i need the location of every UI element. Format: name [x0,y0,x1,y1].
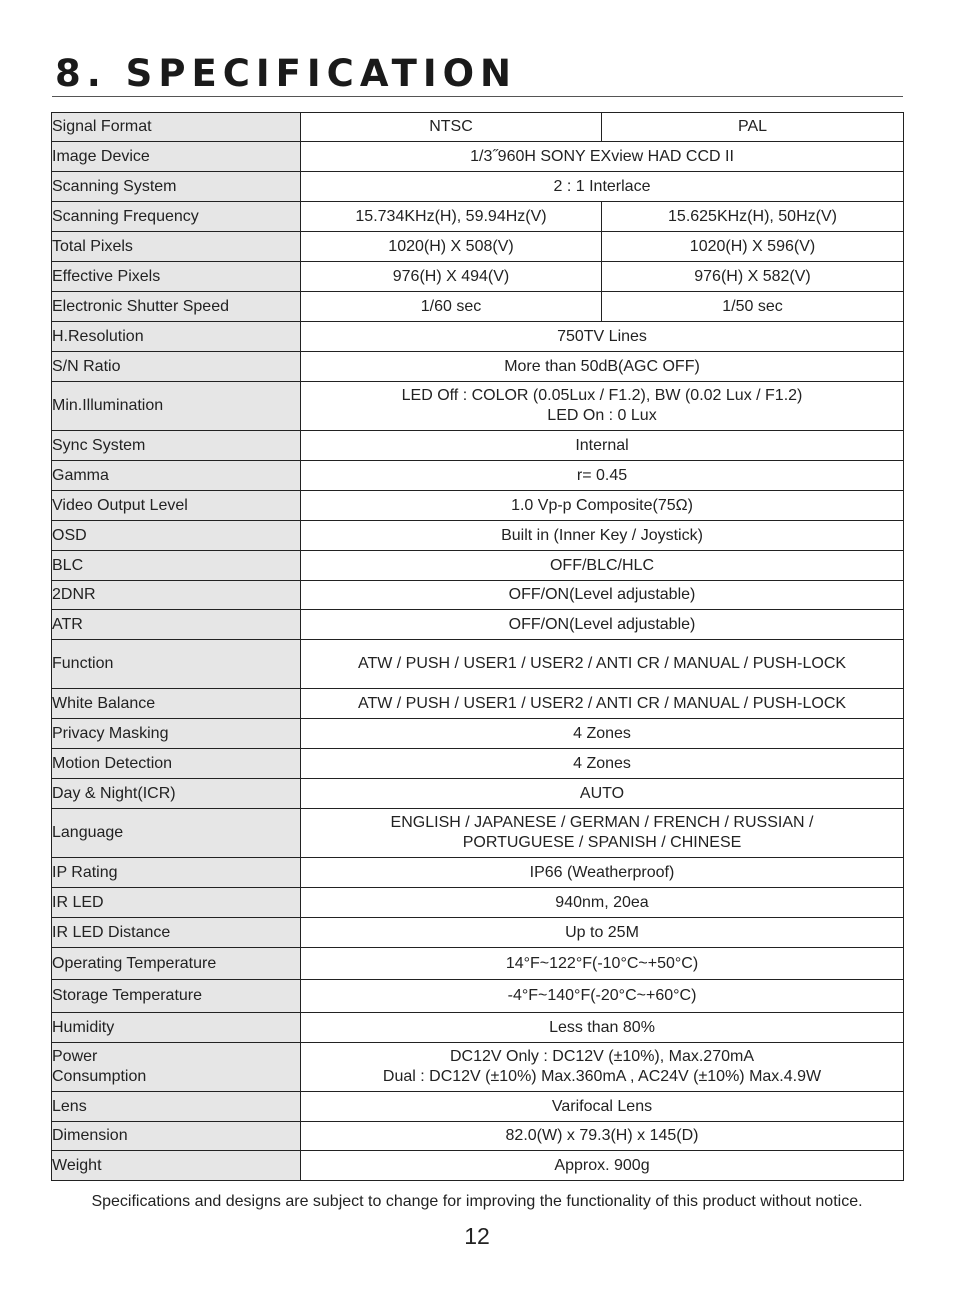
spec-label: Total Pixels [52,232,301,262]
spec-row [52,1013,904,1043]
spec-row [52,980,904,1013]
spec-value: 976(H) X 494(V) [301,262,602,292]
spec-value: 2 : 1 Interlace [301,172,904,202]
spec-label: Lens [52,1092,301,1122]
spec-label: 2DNR [52,581,301,610]
spec-label: Motion Detection [52,749,301,779]
spec-value: 1020(H) X 596(V) [602,232,904,262]
spec-value: 1/60 sec [301,292,602,322]
spec-row [52,1151,904,1181]
spec-row [52,918,904,948]
spec-value: 1020(H) X 508(V) [301,232,602,262]
spec-label: Humidity [52,1013,301,1043]
spec-label: Sync System [52,431,301,461]
spec-row [52,689,904,719]
spec-label: Video Output Level [52,491,301,521]
spec-label: Weight [52,1151,301,1181]
spec-row [52,262,904,292]
spec-label: Effective Pixels [52,262,301,292]
spec-value: AUTO [301,779,904,809]
spec-label: IR LED [52,888,301,918]
spec-value: NTSC [301,113,602,142]
spec-value: Internal [301,431,904,461]
spec-row [52,809,904,858]
spec-row [52,858,904,888]
spec-value: PAL [602,113,904,142]
spec-label: Function [52,640,301,689]
spec-label: Storage Temperature [52,980,301,1013]
spec-row [52,113,904,142]
spec-row [52,142,904,172]
spec-row [52,322,904,352]
spec-row [52,491,904,521]
spec-row [52,610,904,640]
spec-label: Signal Format [52,113,301,142]
spec-value: Approx. 900g [301,1151,904,1181]
spec-value: 4 Zones [301,749,904,779]
spec-row [52,461,904,491]
spec-value: 14°F~122°F(-10°C~+50°C) [301,948,904,980]
page-title: 8. SPECIFICATION [55,52,518,95]
spec-value: 1/3˝960H SONY EXview HAD CCD II [301,142,904,172]
spec-row [52,232,904,262]
spec-row [52,352,904,382]
spec-value: ENGLISH / JAPANESE / GERMAN / FRENCH / RUSSIAN / PORTUGUESE / SPANISH / CHINESE [301,809,904,858]
spec-value: Varifocal Lens [301,1092,904,1122]
spec-label: Image Device [52,142,301,172]
spec-value: 1.0 Vp-p Composite(75Ω) [301,491,904,521]
spec-row [52,749,904,779]
spec-value: r= 0.45 [301,461,904,491]
spec-value: DC12V Only : DC12V (±10%), Max.270mA Dual : DC12V (±10%) Max.360mA , AC24V (±10%) Max.4.9W [301,1043,904,1092]
spec-row [52,888,904,918]
spec-label: H.Resolution [52,322,301,352]
spec-value: 1/50 sec [602,292,904,322]
spec-value: 15.734KHz(H), 59.94Hz(V) [301,202,602,232]
spec-value: IP66 (Weatherproof) [301,858,904,888]
spec-label: White Balance [52,689,301,719]
spec-value: 15.625KHz(H), 50Hz(V) [602,202,904,232]
spec-label: Day & Night(ICR) [52,779,301,809]
spec-label: Language [52,809,301,858]
spec-row [52,382,904,431]
spec-row [52,551,904,581]
spec-row [52,172,904,202]
spec-label: Scanning Frequency [52,202,301,232]
page-number: 12 [464,1223,490,1249]
spec-value: Built in (Inner Key / Joystick) [301,521,904,551]
spec-row [52,1092,904,1122]
spec-label: ATR [52,610,301,640]
spec-value: OFF/ON(Level adjustable) [301,610,904,640]
spec-label: Privacy Masking [52,719,301,749]
spec-label: IP Rating [52,858,301,888]
spec-label: Electronic Shutter Speed [52,292,301,322]
spec-value: ATW / PUSH / USER1 / USER2 / ANTI CR / MANUAL / PUSH-LOCK [301,640,904,689]
spec-value: Up to 25M [301,918,904,948]
spec-value: ATW / PUSH / USER1 / USER2 / ANTI CR / MANUAL / PUSH-LOCK [301,689,904,719]
spec-row [52,521,904,551]
spec-row [52,640,904,689]
spec-value: 4 Zones [301,719,904,749]
spec-value: 82.0(W) x 79.3(H) x 145(D) [301,1122,904,1151]
spec-value: More than 50dB(AGC OFF) [301,352,904,382]
spec-label: Dimension [52,1122,301,1151]
title-divider [52,96,903,97]
specification-table [51,112,904,1181]
spec-value: 750TV Lines [301,322,904,352]
spec-label: Operating Temperature [52,948,301,980]
spec-row [52,1122,904,1151]
spec-value: Less than 80% [301,1013,904,1043]
spec-label: IR LED Distance [52,918,301,948]
spec-label: Power Consumption [52,1043,301,1092]
spec-row [52,948,904,980]
spec-value: 940nm, 20ea [301,888,904,918]
spec-label: Min.Illumination [52,382,301,431]
specification-table-body [52,113,904,1181]
footnote: Specifications and designs are subject to change for improving the functionality of this product without notice. [91,1193,863,1210]
spec-label: OSD [52,521,301,551]
spec-label: S/N Ratio [52,352,301,382]
spec-row [52,292,904,322]
spec-value: LED Off : COLOR (0.05Lux / F1.2), BW (0.02 Lux / F1.2) LED On : 0 Lux [301,382,904,431]
spec-row [52,719,904,749]
spec-label: BLC [52,551,301,581]
spec-row [52,202,904,232]
spec-row [52,779,904,809]
spec-row [52,1043,904,1092]
spec-label: Scanning System [52,172,301,202]
spec-value: -4°F~140°F(-20°C~+60°C) [301,980,904,1013]
spec-value: OFF/BLC/HLC [301,551,904,581]
spec-row [52,581,904,610]
spec-row [52,431,904,461]
spec-value: 976(H) X 582(V) [602,262,904,292]
spec-label: Gamma [52,461,301,491]
spec-value: OFF/ON(Level adjustable) [301,581,904,610]
